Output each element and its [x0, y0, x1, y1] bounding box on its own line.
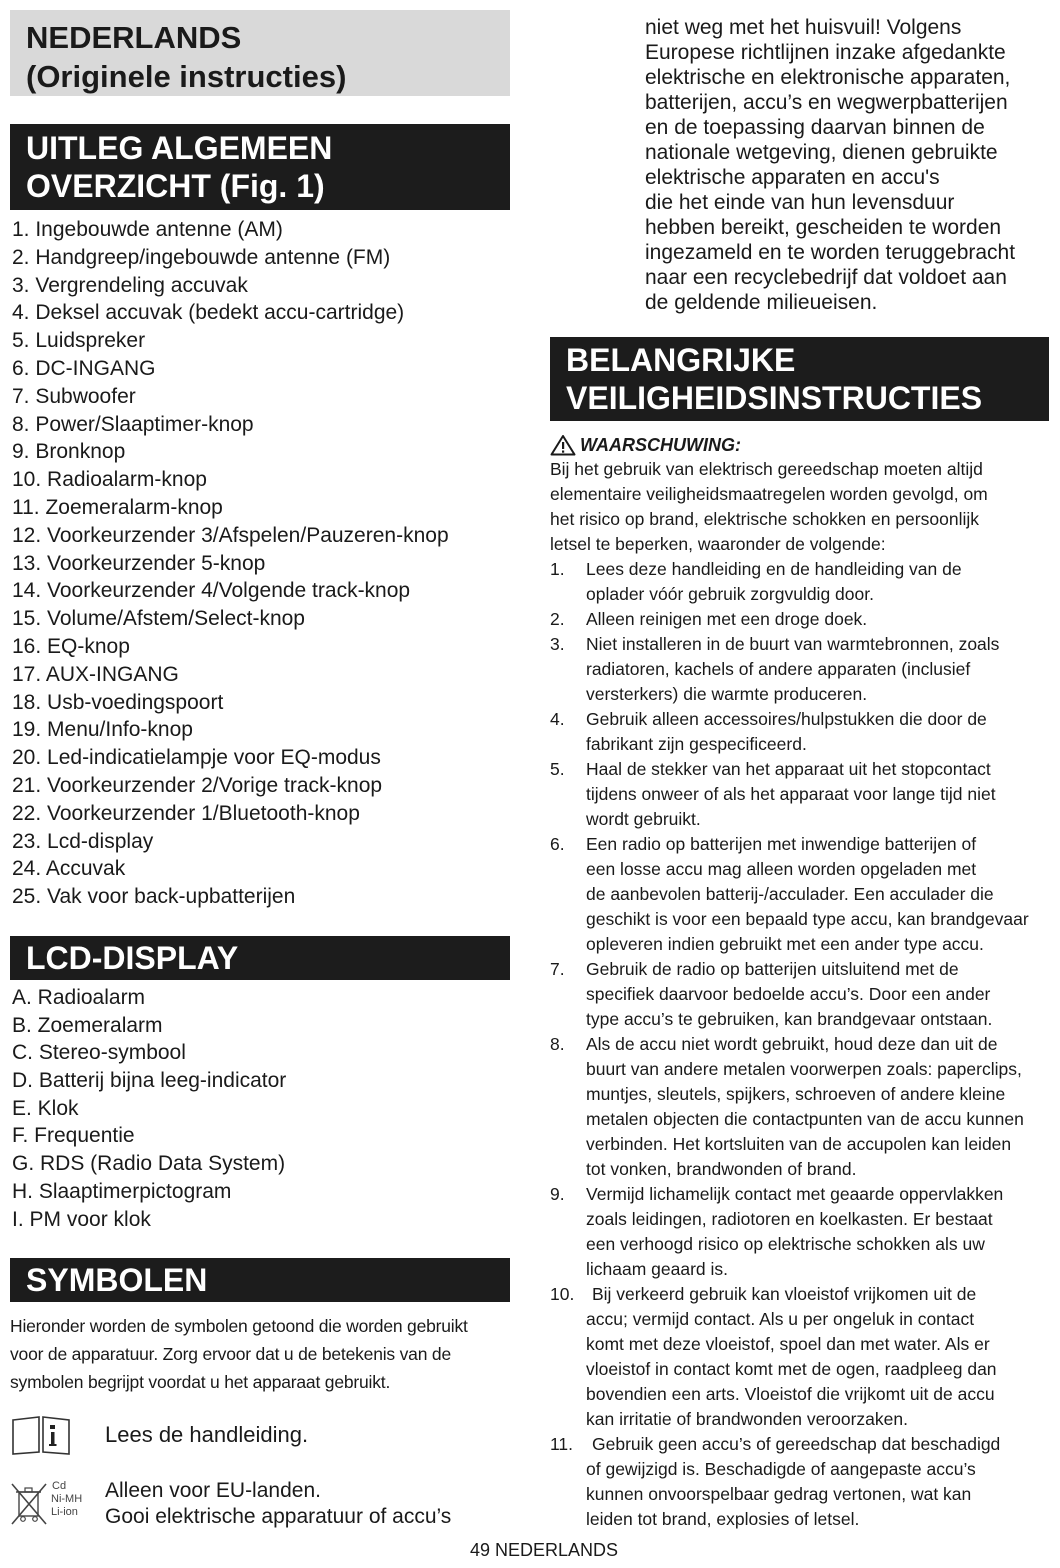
eu-line-1: Alleen voor EU-landen. [105, 1479, 321, 1503]
safety-item-line: type accu’s te gebruiken, kan brandgevaar ontstaan. [586, 1009, 993, 1029]
overview-item: 8. Power/Slaaptimer-knop [12, 412, 254, 436]
safety-item-line: Gebruik geen accu’s of gereedschap dat beschadigd [592, 1434, 1001, 1454]
overview-item: 14. Voorkeurzender 4/Volgende track-knop [12, 579, 411, 603]
lcd-heading-text: LCD-DISPLAY [26, 939, 239, 976]
safety-item-line: fabrikant zijn gespecificeerd. [586, 734, 807, 754]
overview-item: 10. Radioalarm-knop [12, 468, 207, 492]
symbols-intro-line: symbolen begrijpt voordat u het apparaat gebruikt. [10, 1372, 391, 1393]
overview-item: 9. Bronknop [12, 440, 126, 464]
overview-item: 18. Usb-voedingspoort [12, 690, 224, 714]
safety-item-line: radiatoren, kachels of andere apparaten (inclusief [586, 659, 971, 679]
symbols-intro-line: voor de apparatuur. Zorg ervoor dat u de betekenis van de [10, 1344, 451, 1365]
safety-item-line: geschikt is voor een bepaald type accu, kan brandgevaar [586, 909, 1029, 929]
overview-item: 3. Vergrendeling accuvak [12, 273, 248, 297]
safety-item-number: 10. [550, 1284, 575, 1304]
warning-triangle-icon [550, 434, 576, 456]
lcd-item: D. Batterij bijna leeg-indicator [12, 1069, 287, 1093]
safety-item-number: 6. [550, 834, 565, 854]
safety-item-line: tot vonken, brandwonden of brand. [586, 1159, 857, 1179]
recycle-line: naar een recyclebedrijf dat voldoet aan [645, 266, 1007, 289]
safety-item-line: Als de accu niet wordt gebruikt, houd deze dan uit de [586, 1034, 998, 1054]
lcd-item: G. RDS (Radio Data System) [12, 1152, 286, 1176]
safety-intro-line: Bij het gebruik van elektrisch gereedschap moeten altijd [550, 459, 983, 479]
safety-item-line: een verhoogd risico op elektrische schokken als uw [586, 1234, 985, 1254]
lcd-item: A. Radioalarm [12, 985, 146, 1009]
symbol-eu-row [10, 1478, 510, 1530]
safety-item-line: versterkers) die warmte produceren. [586, 684, 868, 704]
recycle-line: nationale wetgeving, dienen gebruikte [645, 141, 998, 164]
manual-book-icon [10, 1414, 105, 1461]
overview-item: 4. Deksel accuvak (bedekt accu-cartridge) [12, 301, 405, 325]
safety-item-line: Vermijd lichamelijk contact met geaarde oppervlakken [586, 1184, 1004, 1204]
safety-item [550, 1182, 1050, 1282]
eu-text [105, 1478, 451, 1530]
lcd-item: B. Zoemeralarm [12, 1013, 163, 1037]
lcd-heading [10, 936, 510, 980]
manual-text: Lees de handleiding. [105, 1422, 309, 1448]
safety-heading [550, 337, 1049, 421]
safety-item-line: verbinden. Het kortsluiten van de accupolen kan leiden [586, 1134, 1012, 1154]
safety-item [550, 1432, 1050, 1532]
safety-item-line: Een radio op batterijen met inwendige batterijen of [586, 834, 977, 854]
safety-list [550, 557, 1050, 1532]
safety-item-line: Bij verkeerd gebruik kan vloeistof vrijkomen uit de [592, 1284, 977, 1304]
safety-item-number: 8. [550, 1034, 565, 1054]
safety-intro-line: letsel te beperken, waaronder de volgende: [550, 534, 886, 554]
recycle-line: de geldende milieueisen. [645, 291, 878, 314]
overview-item: 5. Luidspreker [12, 329, 146, 353]
safety-item-number: 4. [550, 709, 565, 729]
safety-item-number: 11. [550, 1434, 574, 1454]
safety-intro [550, 457, 1050, 557]
safety-item-line: kunnen onvoorspelbaar gedrag vertonen, wat kan [586, 1484, 972, 1504]
symbols-intro [10, 1312, 510, 1396]
overview-item: 23. Lcd-display [12, 829, 154, 853]
safety-item [550, 957, 1050, 1032]
recycle-line: Europese richtlijnen inzake afgedankte [645, 41, 1006, 64]
safety-item-line: oplader vóór gebruik zorgvuldig door. [586, 584, 874, 604]
safety-item-line: Gebruik de radio op batterijen uitsluitend met de [586, 959, 959, 979]
safety-item-line: de aanbevolen batterij-/acculader. Een acculader die [586, 884, 994, 904]
safety-item-number: 5. [550, 759, 565, 779]
lcd-item: I. PM voor klok [12, 1207, 151, 1231]
overview-item: 22. Voorkeurzender 1/Bluetooth-knop [12, 801, 360, 825]
battery-chem-label [51, 1480, 82, 1519]
page-footer: 49 NEDERLANDS [469, 1540, 619, 1560]
overview-item: 6. DC-INGANG [12, 356, 156, 380]
lcd-item: E. Klok [12, 1096, 79, 1120]
safety-item-line: lichaam geaard is. [586, 1259, 729, 1279]
safety-item [550, 757, 1050, 832]
lcd-item: C. Stereo-symbool [12, 1041, 186, 1065]
safety-item [550, 557, 1050, 607]
safety-item [550, 832, 1050, 957]
safety-item-line: bovendien een arts. Vloeistof die vrijkomt uit de accu [586, 1384, 995, 1404]
safety-item-line: Alleen reinigen met een droge doek. [586, 609, 868, 629]
eu-line-2: Gooi elektrische apparatuur of accu’s [105, 1505, 452, 1529]
overview-list [10, 216, 510, 911]
recycle-line: hebben bereikt, gescheiden te worden [645, 216, 1002, 239]
overview-item: 21. Voorkeurzender 2/Vorige track-knop [12, 773, 383, 797]
safety-item [550, 707, 1050, 757]
safety-item-line: specifiek daarvoor bedoelde accu’s. Door een ander [586, 984, 991, 1004]
right-column [550, 0, 1050, 1532]
recycle-text [550, 15, 1050, 315]
overview-item: 15. Volume/Afstem/Select-knop [12, 607, 305, 631]
recycle-line: niet weg met het huisvuil! Volgens [645, 16, 962, 39]
title-line-2: (Originele instructies) [26, 59, 347, 94]
safety-item-line: Niet installeren in de buurt van warmtebronnen, zoals [586, 634, 1000, 654]
safety-item [550, 632, 1050, 707]
safety-intro-line: elementaire veiligheidsmaatregelen worden gevolgd, om [550, 484, 988, 504]
overview-item: 24. Accuvak [12, 857, 126, 881]
overview-item: 16. EQ-knop [12, 634, 130, 658]
chem-nimh: Ni-MH [51, 1493, 83, 1506]
recycle-line: elektrische apparaten en accu's [645, 166, 940, 189]
overview-heading [10, 124, 510, 210]
overview-item: 20. Led-indicatielampje voor EQ-modus [12, 746, 381, 770]
overview-item: 25. Vak voor back-upbatterijen [12, 885, 296, 909]
left-column [10, 0, 510, 1530]
safety-item-line: zoals leidingen, radiotoren en koelkasten. Er bestaat [586, 1209, 993, 1229]
overview-heading-line-2: OVERZICHT (Fig. 1) [26, 168, 325, 204]
safety-item-line: metalen objecten die contactpunten van de accu kunnen [586, 1109, 1024, 1129]
safety-item [550, 1282, 1050, 1432]
overview-item: 2. Handgreep/ingebouwde antenne (FM) [12, 245, 391, 269]
recycle-line: en de toepassing daarvan binnen de [645, 116, 985, 139]
overview-item: 13. Voorkeurzender 5-knop [12, 551, 266, 575]
overview-heading-line-1: UITLEG ALGEMEEN [26, 130, 333, 166]
overview-item: 17. AUX-INGANG [12, 662, 179, 686]
lcd-item: F. Frequentie [12, 1124, 135, 1148]
safety-item-number: 1. [550, 559, 565, 579]
safety-item-line: Lees deze handleiding en de handleiding van de [586, 559, 962, 579]
safety-item-line: accu; vermijd contact. Als u per ongeluk in contact [586, 1309, 975, 1329]
crossed-bin-icon [10, 1478, 105, 1530]
safety-item [550, 607, 1050, 632]
safety-item-line: buurt van andere metalen voorwerpen zoals: paperclips, [586, 1059, 1022, 1079]
lcd-item: H. Slaaptimerpictogram [12, 1179, 232, 1203]
safety-item-line: Gebruik alleen accessoires/hulpstukken die door de [586, 709, 987, 729]
safety-intro-line: het risico op brand, elektrische schokken en persoonlijk [550, 509, 979, 529]
safety-item-number: 9. [550, 1184, 565, 1204]
safety-item-line: een losse accu mag alleen worden opgeladen met [586, 859, 977, 879]
chem-liion: Li-ion [51, 1506, 78, 1519]
safety-item-line: of gewijzigd is. Beschadigde of aangepaste accu’s [586, 1459, 976, 1479]
symbols-heading-text: SYMBOLEN [26, 1262, 208, 1299]
title-line-1: NEDERLANDS [26, 20, 242, 55]
chem-cd: Cd [52, 1480, 67, 1493]
safety-item-line: wordt gebruikt. [586, 809, 701, 829]
safety-item-line: opleveren indien gebruikt met een ander type accu. [586, 934, 984, 954]
recycle-line: elektrische en elektronische apparaten, [645, 66, 1011, 89]
safety-heading-line-1: BELANGRIJKE [566, 342, 796, 378]
symbol-manual-row [10, 1414, 510, 1461]
safety-item [550, 1032, 1050, 1182]
safety-item-line: kan irritatie of brandwonden veroorzaken. [586, 1409, 908, 1429]
warning-heading [550, 433, 1050, 457]
safety-item-line: komt met deze vloeistof, spoel dan met water. Als er [586, 1334, 990, 1354]
overview-item: 12. Voorkeurzender 3/Afspelen/Pauzeren-knop [12, 523, 449, 547]
safety-item-number: 3. [550, 634, 565, 654]
overview-item: 11. Zoemeralarm-knop [12, 495, 223, 519]
overview-item: 1. Ingebouwde antenne (AM) [12, 218, 283, 241]
symbols-intro-line: Hieronder worden de symbolen getoond die worden gebruikt [10, 1316, 468, 1337]
recycle-line: die het einde van hun levensduur [645, 191, 955, 214]
overview-item: 7. Subwoofer [12, 384, 136, 408]
safety-item-line: muntjes, sleutels, spijkers, schroeven of andere kleine [586, 1084, 1006, 1104]
overview-item: 19. Menu/Info-knop [12, 718, 193, 742]
safety-item-line: tijdens onweer of als het apparaat voor lange tijd niet [586, 784, 996, 804]
safety-item-line: leiden tot brand, explosies of letsel. [586, 1509, 860, 1529]
safety-item-number: 7. [550, 959, 565, 979]
recycle-line: batterijen, accu’s en wegwerpbatterijen [645, 91, 1008, 114]
symbols-heading [10, 1258, 510, 1302]
recycle-line: ingezameld en te worden teruggebracht [645, 241, 1016, 264]
lcd-list [10, 984, 510, 1233]
warning-label: WAARSCHUWING: [580, 435, 741, 455]
safety-item-number: 2. [550, 609, 565, 629]
safety-item-line: vloeistof in contact komt met de ogen, raadpleeg dan [586, 1359, 997, 1379]
page-title [10, 10, 510, 96]
safety-heading-line-2: VEILIGHEIDSINSTRUCTIES [566, 380, 983, 416]
safety-item-line: Haal de stekker van het apparaat uit het stopcontact [586, 759, 991, 779]
